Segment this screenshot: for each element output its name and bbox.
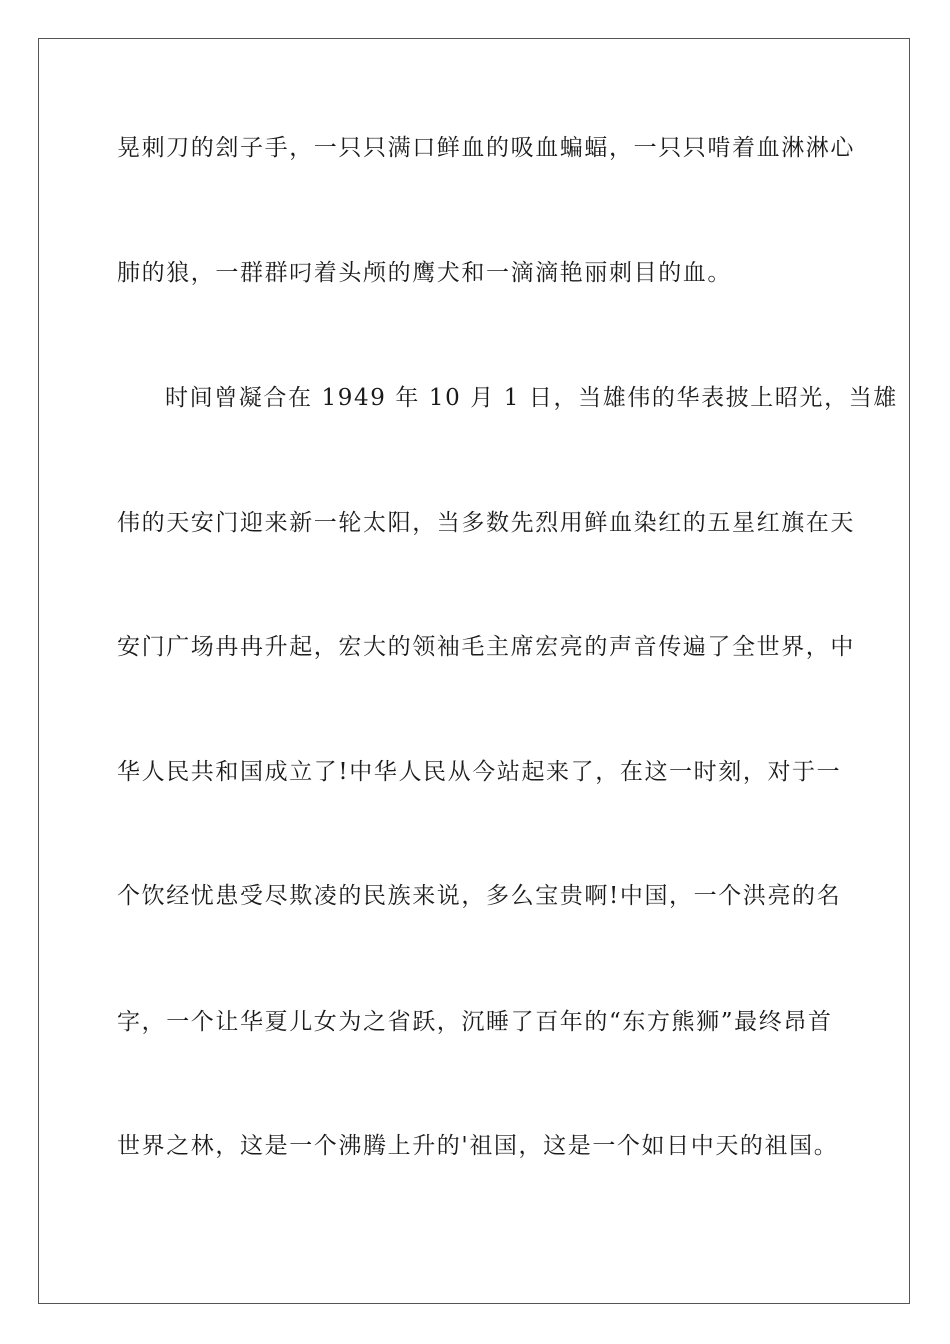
paragraph-line: 世界之林，这是一个沸腾上升的'祖国，这是一个如日中天的祖国。 [117, 1133, 839, 1159]
paragraph-line: 伟的天安门迎来新一轮太阳，当多数先烈用鲜血染红的五星红旗在天 [117, 510, 855, 536]
paragraph-line: 肺的狼，一群群叼着头颅的鹰犬和一滴滴艳丽刺目的血。 [117, 260, 732, 286]
paragraph-line: 晃刺刀的刽子手，一只只满口鲜血的吸血蝙蝠，一只只啃着血淋淋心 [117, 135, 855, 161]
paragraph-line: 个饮经忧患受尽欺凌的民族来说，多么宝贵啊!中国，一个洪亮的名 [117, 883, 842, 909]
page-border [38, 38, 910, 1304]
paragraph-line: 时间曾凝合在 1949 年 10 月 1 日，当雄伟的华表披上昭光，当雄 [165, 385, 898, 411]
paragraph-line: 安门广场冉冉升起，宏大的领袖毛主席宏亮的声音传遍了全世界，中 [117, 634, 855, 660]
paragraph-line: 华人民共和国成立了!中华人民从今站起来了，在这一时刻，对于一 [117, 759, 842, 785]
paragraph-line: 字，一个让华夏儿女为之省跃，沉睡了百年的“东方熊狮”最终昂首 [117, 1009, 833, 1035]
